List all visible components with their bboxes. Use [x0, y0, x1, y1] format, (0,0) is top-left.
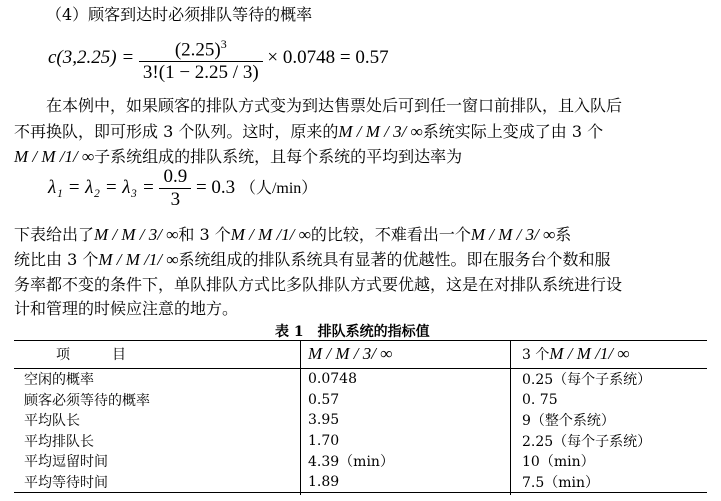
header-item: 项 目 [14, 340, 300, 369]
table-row [14, 472, 707, 493]
row-mm1-value: 0. 75 [522, 391, 558, 408]
row-mm3-value: 0.57 [308, 391, 340, 408]
section-heading: （4）顾客到达时必须排队等待的概率 [46, 5, 313, 24]
table-header-row [14, 340, 707, 369]
table-row [14, 431, 707, 452]
table-row [14, 369, 707, 390]
row-mm3-value: 0.0748 [308, 371, 357, 388]
arrival-rate-rhs: = 0.3 [195, 176, 236, 198]
paragraph2-line1: 下表给出了M / M / 3/ ∞和 3 个M / M /1/ ∞的比较，不难看出一个M / M / 3/ ∞系 [14, 225, 572, 244]
row-item: 平均队长 [24, 413, 80, 430]
row-mm1-value: 9（整个系统） [522, 413, 615, 430]
header-3x-mm1: 3 个M / M /1/ ∞ [510, 340, 707, 369]
lambda-lhs: λ₁ = λ₂ = λ₃ = [48, 176, 155, 198]
row-mm1-value: 7.5（min） [510, 472, 707, 493]
row-mm3-value: 3.95 [308, 412, 340, 429]
row-mm1-value: 0.25（每个子系统） [522, 372, 652, 389]
header-mm3: M / M / 3/ ∞ [300, 340, 510, 369]
formula-denominator: 3!(1 − 2.25 / 3) [142, 62, 259, 84]
paragraph2-line4: 计和管理的时候应注意的地方。 [14, 299, 239, 318]
formula-exponent: 3 [220, 37, 227, 51]
paragraph2-line3: 务率都不变的条件下，单队排队方式比多队排队方式要优越，这是在对排队系统进行设 [14, 275, 623, 294]
row-mm3-value: 1.70 [308, 432, 340, 449]
paragraph1-line3: M / M /1/ ∞子系统组成的排队系统，且每个系统的平均到达率为 [14, 147, 463, 166]
row-item: 平均逗留时间 [24, 454, 108, 471]
row-item: 顾客必须等待的概率 [24, 392, 150, 409]
arrival-rate-numerator: 0.9 [159, 166, 191, 189]
formula-numerator: (2.25) [174, 39, 221, 61]
table-caption: 表 1 排队系统的指标值 [275, 324, 430, 340]
model-m-m-3: M / M / 3/ ∞ [338, 122, 423, 141]
arrival-rate-unit: （人/min） [239, 179, 318, 197]
row-mm1-value: 10（min） [522, 454, 595, 471]
table-row [14, 451, 707, 472]
row-mm3-value: 1.89 [300, 472, 510, 493]
arrival-rate-fraction [159, 166, 191, 211]
formula-lhs: c(3,2.25) = [48, 47, 135, 69]
probability-formula [48, 33, 389, 84]
formula-rhs: × 0.0748 = 0.57 [267, 47, 389, 69]
paragraph1-line1: 在本例中，如果顾客的排队方式变为到达售票处后可到任一窗口前排队，且入队后 [46, 96, 623, 115]
arrival-rate-denominator: 3 [170, 189, 181, 210]
table-row [14, 410, 707, 431]
paragraph2-line2: 统比由 3 个M / M /1/ ∞系统组成的排队系统具有显著的优越性。即在服务台个数和服 [14, 250, 611, 269]
model-m-m-1: M / M /1/ ∞ [14, 147, 95, 166]
comparison-table [14, 340, 707, 493]
row-mm3-value: 4.39（min） [308, 454, 394, 471]
formula-fraction [139, 33, 263, 84]
row-item: 平均等待时间 [14, 472, 300, 493]
table-row [14, 390, 707, 411]
paragraph1-line2: 不再换队，即可形成 3 个队列。这时，原来的M / M / 3/ ∞系统实际上变成了由 3 个 [14, 122, 604, 141]
row-mm1-value: 2.25（每个子系统） [522, 433, 652, 450]
row-item: 空闲的概率 [24, 372, 94, 389]
row-item: 平均排队长 [24, 433, 94, 450]
arrival-rate-formula [48, 166, 317, 211]
